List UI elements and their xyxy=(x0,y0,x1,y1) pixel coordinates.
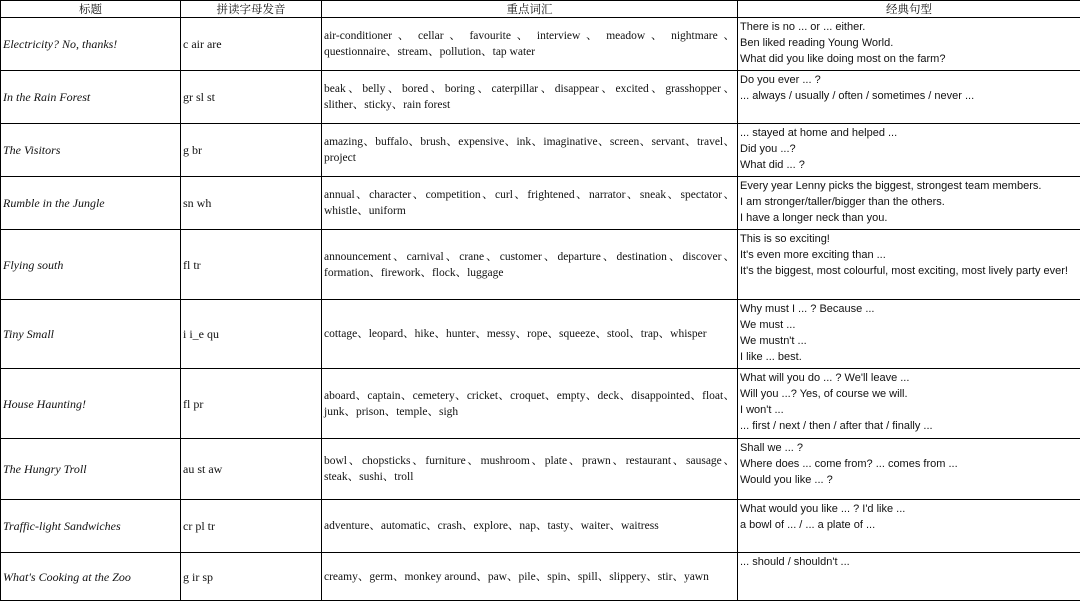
row-title: Electricity? No, thanks! xyxy=(1,18,181,71)
row-sentences xyxy=(738,500,1080,553)
row-title: The Visitors xyxy=(1,124,181,177)
row-vocabulary: air-conditioner 、 cellar 、 favourite 、 interview 、 meadow 、 nightmare 、questionnaire、stream、pollution、tap water xyxy=(322,18,738,71)
sentence-line: a bowl of ... / ... a plate of ... xyxy=(740,519,876,531)
row-sentences xyxy=(738,300,1080,369)
sentence-line: ... stayed at home and helped ... xyxy=(740,127,898,139)
row-phonics: cr pl tr xyxy=(181,500,322,553)
sentence-line: We must ... xyxy=(740,319,796,331)
row-phonics: g br xyxy=(181,124,322,177)
row-phonics: i i_e qu xyxy=(181,300,322,369)
row-phonics: au st aw xyxy=(181,439,322,500)
row-title: Flying south xyxy=(1,230,181,300)
row-vocabulary: bowl、chopsticks、furniture、mushroom、plate、prawn、restaurant、sausage、steak、sushi、troll xyxy=(322,439,738,500)
row-phonics: fl pr xyxy=(181,369,322,439)
sentence-line: What did ... ? xyxy=(740,159,805,171)
sentence-line: What did you like doing most on the farm? xyxy=(740,53,946,65)
table-row xyxy=(1,439,1080,500)
sentence-line: This is so exciting! xyxy=(740,233,830,245)
row-vocabulary: amazing、buffalo、brush、expensive、ink、imaginative、screen、servant、travel、project xyxy=(322,124,738,177)
row-vocabulary: adventure、automatic、crash、explore、nap、tasty、waiter、waitress xyxy=(322,500,738,553)
row-title: Tiny Small xyxy=(1,300,181,369)
header-vocabulary: 重点词汇 xyxy=(322,1,738,18)
sentence-line: Where does ... come from? ... comes from ... xyxy=(740,458,958,470)
sentence-line: There is no ... or ... either. xyxy=(740,21,866,33)
header-row xyxy=(1,1,1080,18)
row-title: House Haunting! xyxy=(1,369,181,439)
row-phonics: fl tr xyxy=(181,230,322,300)
sentence-line: I am stronger/taller/bigger than the others. xyxy=(740,196,945,208)
row-sentences xyxy=(738,18,1080,71)
sentence-line: I have a longer neck than you. xyxy=(740,212,888,224)
sentence-line: I like ... best. xyxy=(740,351,802,363)
row-vocabulary: beak、belly、bored、boring、caterpillar、disappear、excited、grasshopper、slither、sticky、rain forest xyxy=(322,71,738,124)
row-sentences xyxy=(738,553,1080,601)
sentence-line: Ben liked reading Young World. xyxy=(740,37,894,49)
table-row xyxy=(1,71,1080,124)
row-title: The Hungry Troll xyxy=(1,439,181,500)
header-sentences: 经典句型 xyxy=(738,1,1080,18)
sentence-line: What would you like ... ? I'd like ... xyxy=(740,503,906,515)
header-phonics: 拼读字母发音 xyxy=(181,1,322,18)
sentence-line: ... should / shouldn't ... xyxy=(740,556,850,568)
sentence-line: What will you do ... ? We'll leave ... xyxy=(740,372,910,384)
row-vocabulary: annual、character、competition、curl、frightened、narrator、sneak、spectator、whistle、uniform xyxy=(322,177,738,230)
sentence-line: Why must I ... ? Because ... xyxy=(740,303,875,315)
row-sentences xyxy=(738,369,1080,439)
row-sentences xyxy=(738,230,1080,300)
sentence-line: ... first / next / then / after that / finally ... xyxy=(740,420,933,432)
row-phonics: g ir sp xyxy=(181,553,322,601)
row-vocabulary: aboard、captain、cemetery、cricket、croquet、empty、deck、disappointed、float、junk、prison、temple、sigh xyxy=(322,369,738,439)
table-row xyxy=(1,177,1080,230)
row-phonics: c air are xyxy=(181,18,322,71)
sentence-line: Every year Lenny picks the biggest, strongest team members. xyxy=(740,180,1042,192)
sentence-line: Did you ...? xyxy=(740,143,796,155)
row-sentences xyxy=(738,124,1080,177)
table-row xyxy=(1,500,1080,553)
row-vocabulary: creamy、germ、monkey around、paw、pile、spin、spill、slippery、stir、yawn xyxy=(322,553,738,601)
sentence-line: I won't ... xyxy=(740,404,784,416)
table-row xyxy=(1,18,1080,71)
sentence-line: It's the biggest, most colourful, most exciting, most lively party ever! xyxy=(740,265,1068,277)
table-row xyxy=(1,553,1080,601)
sentence-line: ... always / usually / often / sometimes / never ... xyxy=(740,90,975,102)
table-row xyxy=(1,300,1080,369)
header-title: 标题 xyxy=(1,1,181,18)
row-title: In the Rain Forest xyxy=(1,71,181,124)
row-sentences xyxy=(738,71,1080,124)
sentence-line: Do you ever ... ? xyxy=(740,74,821,86)
row-phonics: gr sl st xyxy=(181,71,322,124)
row-vocabulary: announcement、carnival、crane、customer、departure、destination、discover、formation、firework、flock、luggage xyxy=(322,230,738,300)
sentence-line: Would you like ... ? xyxy=(740,474,833,486)
row-title: Rumble in the Jungle xyxy=(1,177,181,230)
table-row xyxy=(1,230,1080,300)
row-title: What's Cooking at the Zoo xyxy=(1,553,181,601)
sentence-line: Shall we ... ? xyxy=(740,442,803,454)
table-row xyxy=(1,369,1080,439)
sentence-line: We mustn't ... xyxy=(740,335,807,347)
sentence-line: It's even more exciting than ... xyxy=(740,249,886,261)
sentence-line: Will you ...? Yes, of course we will. xyxy=(740,388,908,400)
table-row xyxy=(1,124,1080,177)
row-sentences xyxy=(738,177,1080,230)
row-phonics: sn wh xyxy=(181,177,322,230)
row-vocabulary: cottage、leopard、hike、hunter、messy、rope、squeeze、stool、trap、whisper xyxy=(322,300,738,369)
row-title: Traffic-light Sandwiches xyxy=(1,500,181,553)
row-sentences xyxy=(738,439,1080,500)
